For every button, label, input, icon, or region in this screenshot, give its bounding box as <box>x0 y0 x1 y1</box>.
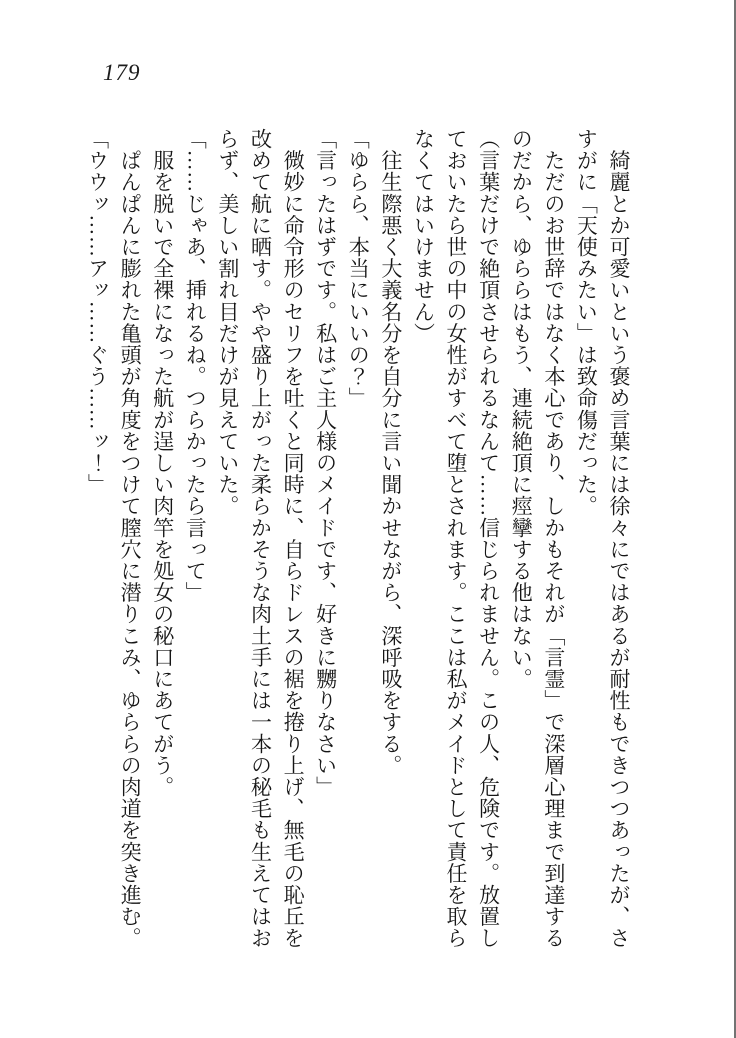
text-column-1: 綺麗とか可愛いという褒め言葉には徐々にではあるが耐性もできつつあったが、さ <box>607 128 631 949</box>
text-column-12: 改めて航に晒す。やや盛り上がった柔らかそうな肉土手には一本の秘毛も生えてはお <box>248 128 273 949</box>
text-column-8: 往生際悪く大義名分を自分に言い聞かせながら、深呼吸をする。 <box>378 128 403 776</box>
text-column-2: すがに「天使みたい」は致命傷だった。 <box>574 128 599 517</box>
text-column-6: ておいたら世の中の女性がすべて堕とされます。ここは私がメイドとして責任を取ら <box>444 128 469 949</box>
text-column-7: なくてはいけません） <box>411 128 436 344</box>
text-column-10: 「言ったはずです。私はご主人様のメイドです、好きに嬲りなさい」 <box>313 128 338 798</box>
vertical-text-block <box>81 128 635 988</box>
page-number: 179 <box>103 60 141 85</box>
text-column-17: 「ウウッ……アッ……ぐう……ッ！」 <box>85 128 110 496</box>
text-column-9: 「ゆらら、本当にいいの？」 <box>346 128 371 409</box>
text-column-16: ぱんぱんに膨れた亀頭が角度をつけて膣穴に潜りこみ、ゆららの肉道を突き進む。 <box>118 128 143 949</box>
text-column-15: 服を脱いで全裸になった航が逞しい肉竿を処女の秘口にあてがう。 <box>150 128 175 798</box>
text-column-14: 「……じゃあ、挿れるね。つらかったら言って」 <box>183 128 208 604</box>
text-column-4: のだから、ゆららはもう、連続絶頂に痙攣する他はない。 <box>509 128 534 690</box>
text-column-5: （言葉だけで絶頂させられるなんて……信じられません。この人、危険です。放置し <box>476 128 501 949</box>
text-column-13: らず、美しい割れ目だけが見えていた。 <box>215 128 240 517</box>
text-column-11: 微妙に命令形のセリフを吐くと同時に、自らドレスの裾を捲り上げ、無毛の恥丘を <box>281 128 306 949</box>
text-column-3: ただのお世辞ではなく本心であり、しかもそれが「言霊」で深層心理まで到達する <box>541 128 566 949</box>
